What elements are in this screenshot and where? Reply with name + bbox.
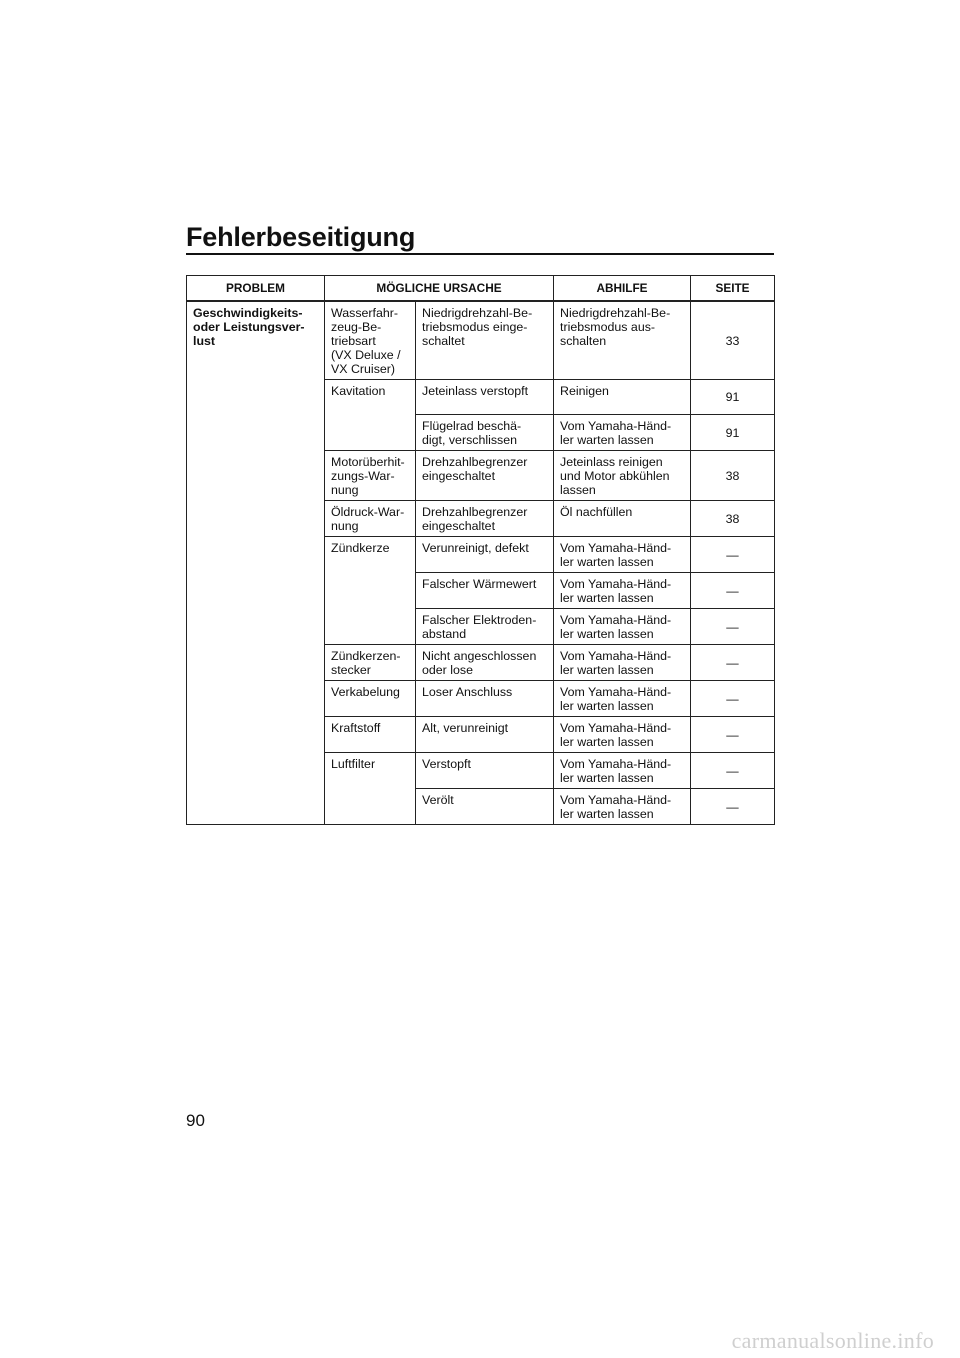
page-ref-cell: — — [691, 573, 775, 609]
remedy-cell: Vom Yamaha-Händ- ler warten lassen — [554, 681, 691, 717]
page-ref-cell: 91 — [691, 415, 775, 451]
header-remedy: ABHILFE — [554, 276, 691, 302]
cause-detail-cell: Niedrigdrehzahl-Be- triebsmodus einge- schaltet — [416, 301, 554, 380]
cause-cell: Öldruck-War- nung — [325, 501, 416, 537]
cause-cell: Kraftstoff — [325, 717, 416, 753]
remedy-cell: Reinigen — [554, 380, 691, 415]
remedy-cell: Jeteinlass reinigen und Motor abkühlen lassen — [554, 451, 691, 501]
page-ref-cell: 33 — [691, 301, 775, 380]
cause-detail-cell: Alt, verunreinigt — [416, 717, 554, 753]
table-body — [187, 301, 775, 825]
troubleshooting-table — [186, 275, 775, 825]
remedy-cell: Vom Yamaha-Händ- ler warten lassen — [554, 717, 691, 753]
page-title: Fehlerbeseitigung — [186, 222, 416, 252]
cause-detail-cell: Jeteinlass verstopft — [416, 380, 554, 415]
cause-detail-cell: Falscher Elektroden- abstand — [416, 609, 554, 645]
page-ref-cell: — — [691, 681, 775, 717]
table-header-row — [187, 276, 775, 302]
page-ref-cell: 91 — [691, 380, 775, 415]
cause-detail-cell: Verunreinigt, defekt — [416, 537, 554, 573]
remedy-cell: Vom Yamaha-Händ- ler warten lassen — [554, 415, 691, 451]
watermark: carmanualsonline.info — [731, 1328, 934, 1353]
remedy-cell: Vom Yamaha-Händ- ler warten lassen — [554, 789, 691, 825]
remedy-cell: Vom Yamaha-Händ- ler warten lassen — [554, 573, 691, 609]
page-ref-cell: — — [691, 537, 775, 573]
remedy-cell: Vom Yamaha-Händ- ler warten lassen — [554, 753, 691, 789]
cause-detail-cell: Verölt — [416, 789, 554, 825]
title-rule — [186, 253, 774, 255]
table-row — [187, 301, 775, 380]
page-ref-cell: — — [691, 753, 775, 789]
cause-detail-cell: Falscher Wärmewert — [416, 573, 554, 609]
remedy-cell: Vom Yamaha-Händ- ler warten lassen — [554, 609, 691, 645]
page-ref-cell: 38 — [691, 451, 775, 501]
cause-cell: Kavitation — [325, 380, 416, 451]
header-problem: PROBLEM — [187, 276, 325, 302]
cause-detail-cell: Drehzahlbegrenzer eingeschaltet — [416, 501, 554, 537]
page-ref-cell: — — [691, 609, 775, 645]
problem-cell: Geschwindigkeits- oder Leistungsver- lust — [187, 301, 325, 825]
remedy-cell: Vom Yamaha-Händ- ler warten lassen — [554, 645, 691, 681]
page-number: 90 — [186, 1111, 205, 1130]
cause-detail-cell: Verstopft — [416, 753, 554, 789]
cause-cell: Motorüberhit- zungs-War- nung — [325, 451, 416, 501]
remedy-cell: Vom Yamaha-Händ- ler warten lassen — [554, 537, 691, 573]
header-page: SEITE — [691, 276, 775, 302]
page-ref-cell: — — [691, 645, 775, 681]
page-ref-cell: 38 — [691, 501, 775, 537]
page-ref-cell: — — [691, 717, 775, 753]
cause-cell: Zündkerzen- stecker — [325, 645, 416, 681]
cause-detail-cell: Drehzahlbegrenzer eingeschaltet — [416, 451, 554, 501]
cause-detail-cell: Nicht angeschlossen oder lose — [416, 645, 554, 681]
header-cause: MÖGLICHE URSACHE — [325, 276, 554, 302]
remedy-cell: Niedrigdrehzahl-Be- triebsmodus aus- schalten — [554, 301, 691, 380]
cause-cell: Verkabelung — [325, 681, 416, 717]
cause-detail-cell: Flügelrad beschä- digt, verschlissen — [416, 415, 554, 451]
cause-cell: Wasserfahr- zeug-Be- triebsart (VX Deluxe / VX Cruiser) — [325, 301, 416, 380]
cause-cell: Zündkerze — [325, 537, 416, 645]
cause-detail-cell: Loser Anschluss — [416, 681, 554, 717]
page-ref-cell: — — [691, 789, 775, 825]
remedy-cell: Öl nachfüllen — [554, 501, 691, 537]
cause-cell: Luftfilter — [325, 753, 416, 825]
